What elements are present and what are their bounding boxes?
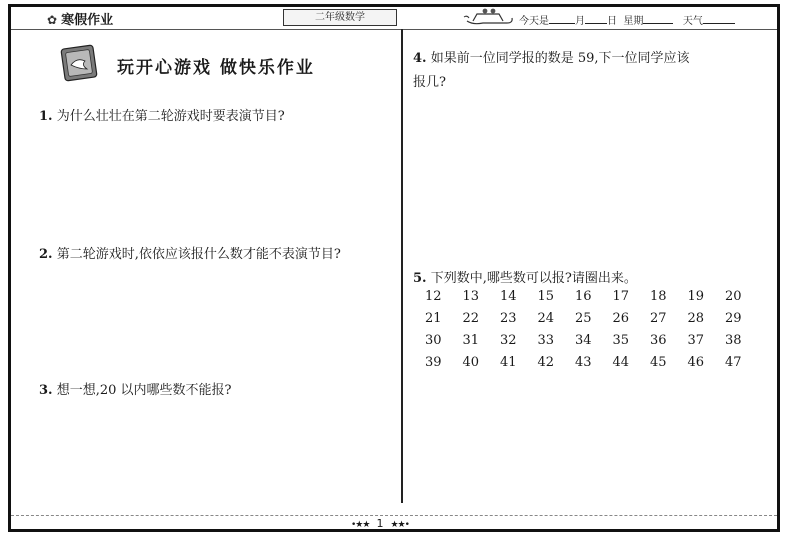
- number-cell[interactable]: 45: [650, 355, 667, 370]
- question-text: 想一想,20 以内哪些数不能报?: [56, 383, 232, 398]
- sled-icon: [463, 7, 515, 27]
- number-cell[interactable]: 20: [725, 289, 742, 304]
- question-text: 第二轮游戏时,依依应该报什么数才能不表演节目?: [56, 247, 341, 262]
- number-cell[interactable]: 23: [500, 311, 517, 326]
- weather-blank[interactable]: [703, 14, 735, 24]
- day-blank[interactable]: [585, 14, 607, 24]
- question-4-continued: [413, 71, 446, 90]
- question-number: 2.: [39, 247, 53, 262]
- question-text: 为什么壮壮在第二轮游戏时要表演节目?: [56, 109, 285, 124]
- grade-label: 二年级数学: [283, 9, 397, 26]
- number-cell[interactable]: 43: [575, 355, 592, 370]
- number-cell[interactable]: 41: [500, 355, 517, 370]
- number-cell[interactable]: 35: [612, 333, 630, 348]
- number-cell[interactable]: 44: [612, 355, 630, 370]
- number-cell[interactable]: 32: [500, 333, 517, 348]
- question-text: 如果前一位同学报的数是 59,下一位同学应该: [430, 51, 690, 66]
- number-cell[interactable]: 30: [425, 333, 442, 348]
- number-cell[interactable]: 46: [687, 355, 705, 370]
- year-blank[interactable]: [549, 14, 575, 24]
- day-label: 日: [607, 16, 617, 27]
- date-prefix: 今天是: [519, 16, 549, 27]
- number-cell[interactable]: 22: [462, 311, 480, 326]
- question-1: [39, 105, 285, 124]
- number-cell[interactable]: 18: [650, 289, 667, 304]
- month-label: 月: [575, 16, 585, 27]
- question-3: [39, 379, 232, 398]
- question-text: 报几?: [413, 75, 446, 90]
- number-row: [425, 355, 763, 377]
- number-cell[interactable]: 47: [725, 355, 742, 370]
- brand-title: [47, 9, 113, 28]
- star-ornament-right-icon: ★★•: [390, 520, 409, 530]
- number-cell[interactable]: 38: [725, 333, 742, 348]
- number-cell[interactable]: 40: [462, 355, 480, 370]
- column-divider: [401, 29, 403, 503]
- brand-label: 寒假作业: [61, 13, 114, 28]
- book-icon: [57, 43, 101, 83]
- number-cell[interactable]: 37: [687, 333, 705, 348]
- weather-label: 天气: [682, 16, 703, 27]
- number-cell[interactable]: 14: [500, 289, 517, 304]
- number-row: [425, 333, 763, 355]
- number-cell[interactable]: 25: [575, 311, 592, 326]
- number-cell[interactable]: 26: [612, 311, 630, 326]
- number-cell[interactable]: 36: [650, 333, 667, 348]
- question-number: 4.: [413, 51, 427, 66]
- question-number: 3.: [39, 383, 53, 398]
- number-cell[interactable]: 13: [462, 289, 480, 304]
- question-number: 1.: [39, 109, 53, 124]
- number-cell[interactable]: 16: [575, 289, 592, 304]
- number-cell[interactable]: 39: [425, 355, 442, 370]
- question-number: 5.: [413, 271, 427, 286]
- brand-ornament-icon: ✿: [47, 13, 58, 27]
- number-cell[interactable]: 33: [537, 333, 555, 348]
- section-header: [57, 43, 387, 83]
- number-cell[interactable]: 27: [650, 311, 667, 326]
- page-number: [351, 517, 409, 530]
- question-2: [39, 243, 341, 262]
- number-row: [425, 311, 763, 333]
- number-cell[interactable]: 12: [425, 289, 442, 304]
- question-text: 下列数中,哪些数可以报?请圈出来。: [430, 271, 637, 286]
- page-header: [11, 7, 777, 30]
- number-grid: [425, 289, 763, 377]
- number-cell[interactable]: 42: [537, 355, 555, 370]
- number-row: [425, 289, 763, 311]
- number-cell[interactable]: 28: [687, 311, 705, 326]
- number-cell[interactable]: 17: [612, 289, 630, 304]
- number-cell[interactable]: 31: [462, 333, 480, 348]
- number-cell[interactable]: 29: [725, 311, 742, 326]
- star-ornament-left-icon: •★★: [351, 520, 370, 530]
- number-cell[interactable]: 34: [575, 333, 592, 348]
- question-4: [413, 47, 690, 66]
- question-5: [413, 267, 637, 286]
- number-cell[interactable]: 15: [537, 289, 555, 304]
- date-weather-line: [519, 12, 735, 27]
- weekday-blank[interactable]: [643, 14, 673, 24]
- page-number-value: 1: [376, 517, 384, 530]
- weekday-label: 星期: [623, 16, 644, 27]
- number-cell[interactable]: 24: [537, 311, 555, 326]
- worksheet-page: [8, 4, 780, 532]
- number-cell[interactable]: 19: [687, 289, 705, 304]
- number-cell[interactable]: 21: [425, 311, 442, 326]
- section-title: 玩开心游戏 做快乐作业: [117, 58, 315, 78]
